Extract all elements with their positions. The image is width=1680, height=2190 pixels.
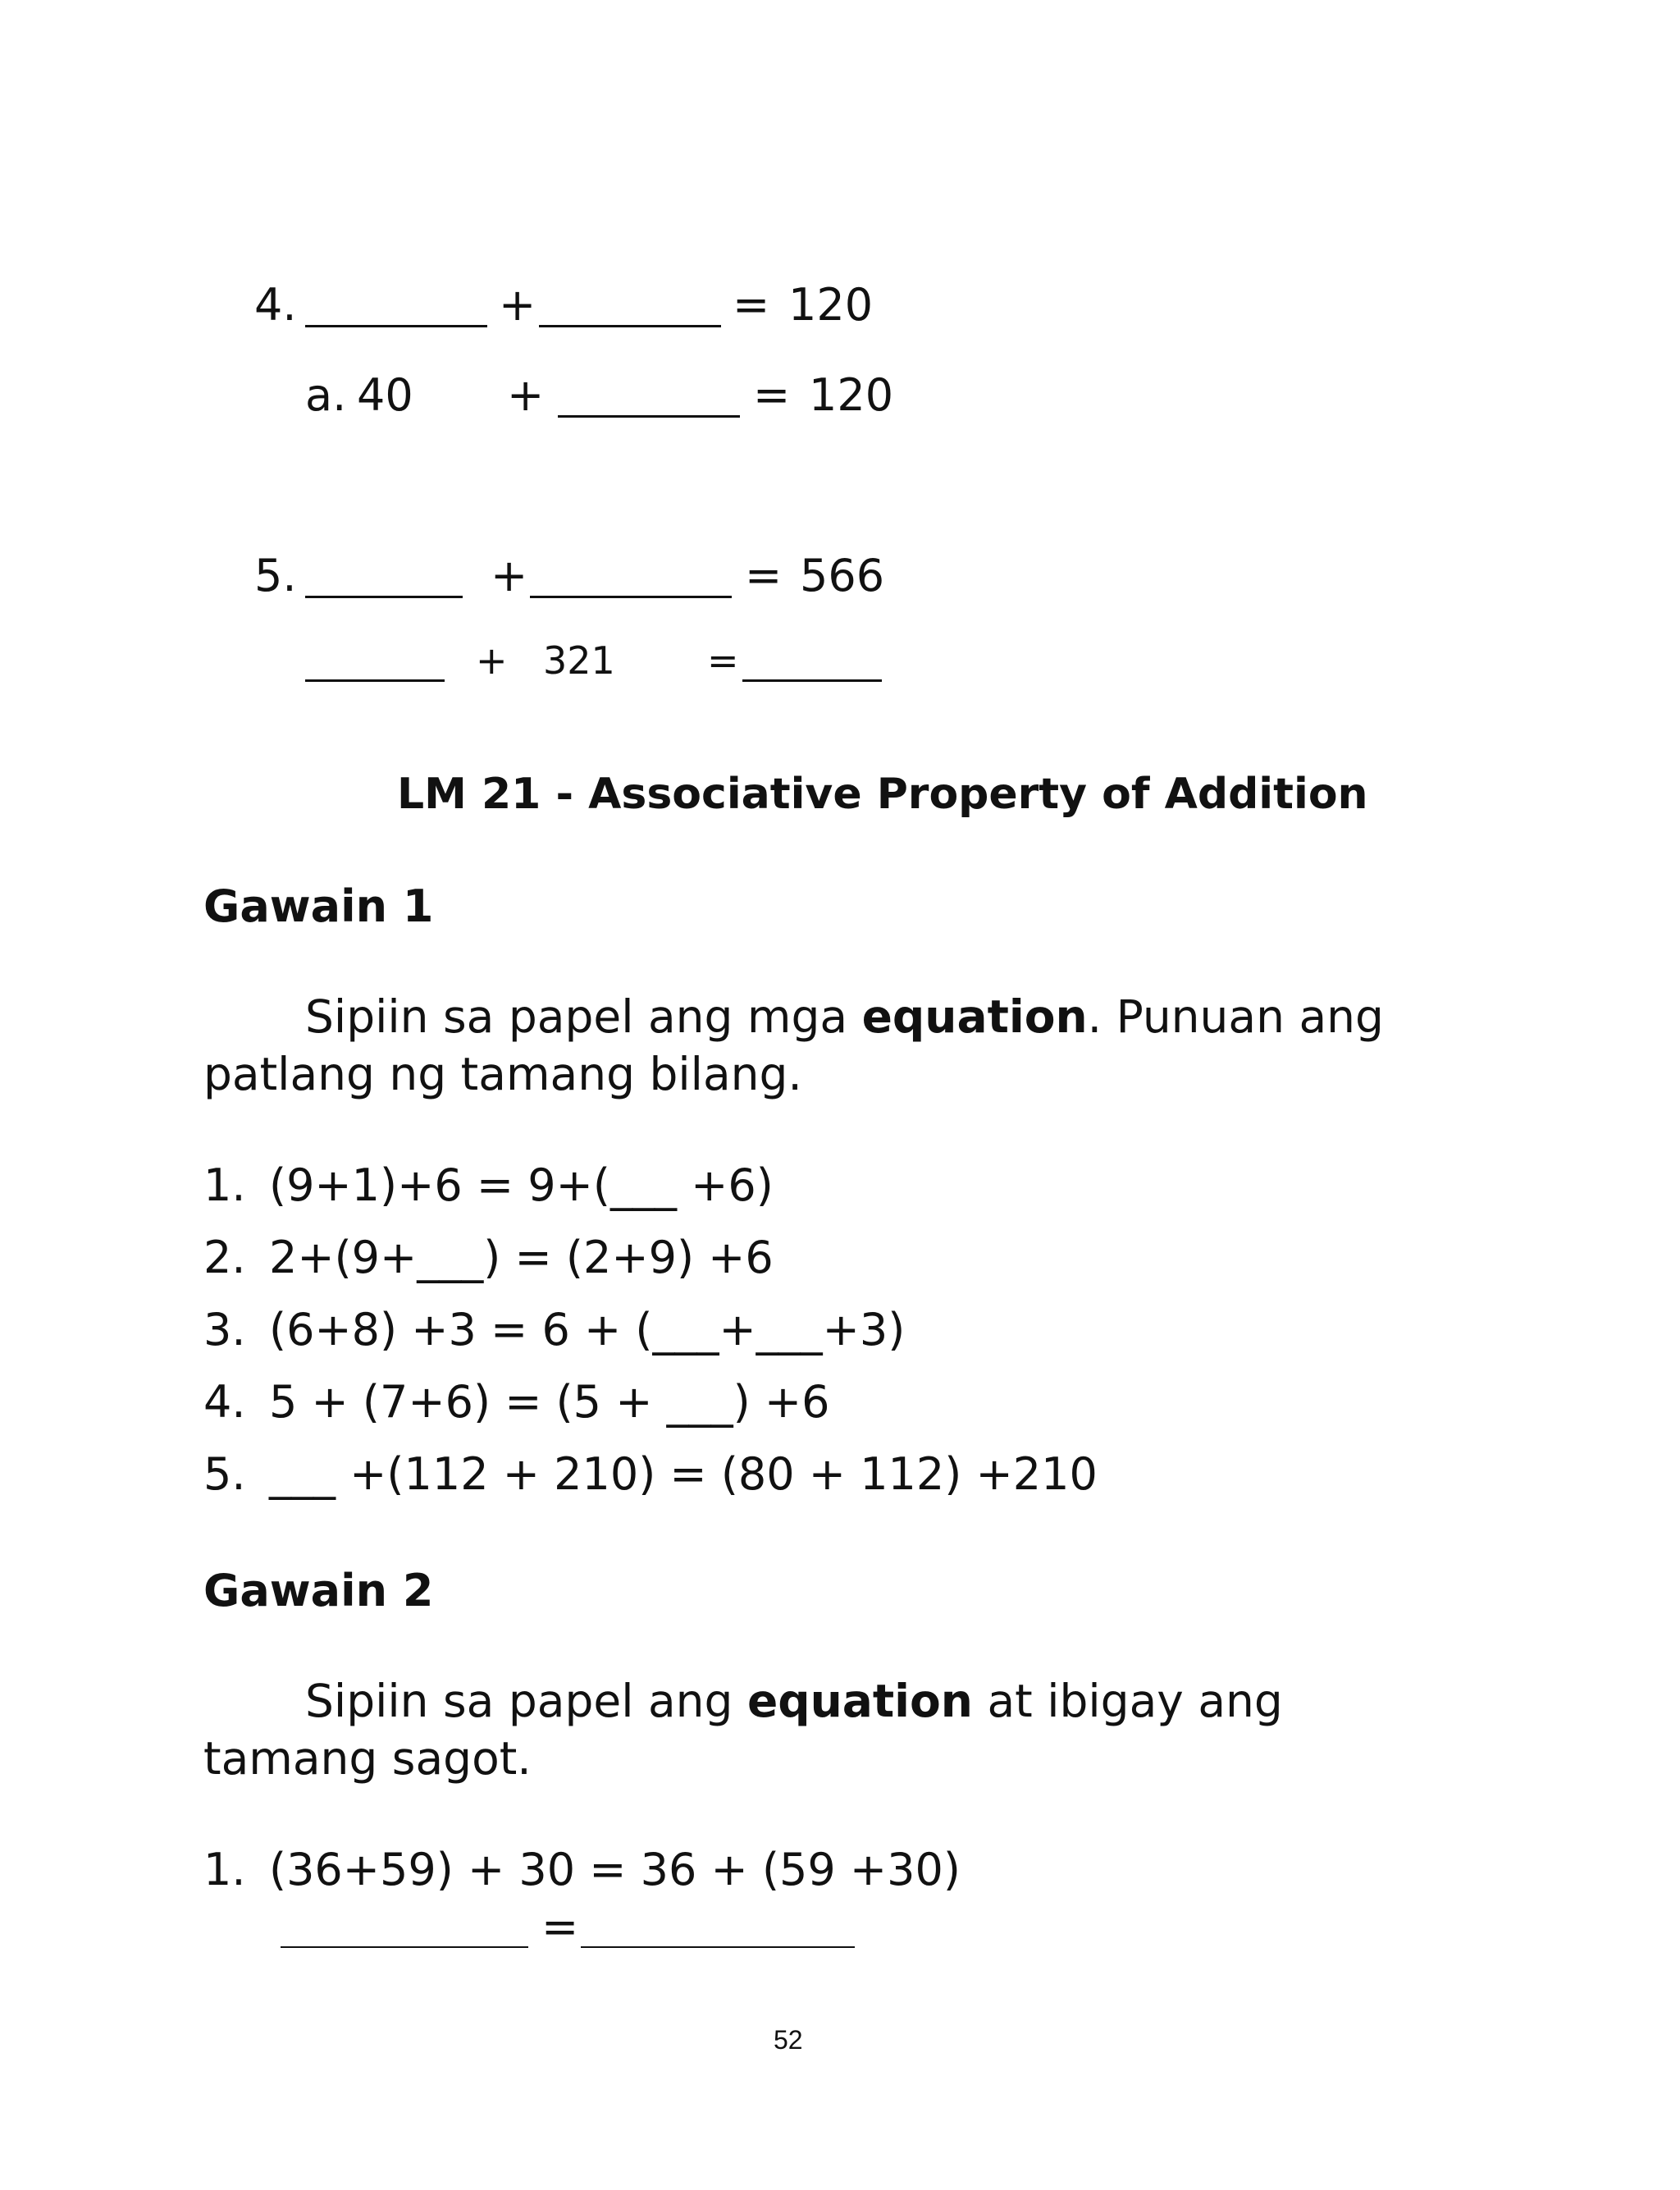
gawain-2-heading: Gawain 2 xyxy=(203,1565,434,1616)
gawain-2-instruction xyxy=(305,1675,1283,1727)
instruction-text: Sipiin sa papel ang mga xyxy=(305,990,862,1043)
problem-5-sub-blank-2 xyxy=(742,679,882,682)
list-item-number: 4. xyxy=(203,1376,246,1428)
list-item-equation: 5 + (7+6) = (5 + ___) +6 xyxy=(269,1376,830,1428)
list-item-number: 1. xyxy=(203,1844,246,1895)
problem-4-equals: = xyxy=(733,279,770,331)
page-number: 52 xyxy=(774,2025,803,2055)
gawain-2-instruction-line-2: tamang sagot. xyxy=(203,1732,532,1785)
problem-4-blank-2 xyxy=(539,325,721,327)
answer-blank-right xyxy=(581,1946,855,1948)
list-item-number: 5. xyxy=(203,1448,246,1500)
instruction-bold: equation xyxy=(746,1675,973,1727)
problem-5-number: 5. xyxy=(254,550,297,601)
problem-4-total: 120 xyxy=(788,279,874,331)
answer-equals: = xyxy=(541,1901,579,1953)
list-item-number: 3. xyxy=(203,1304,246,1356)
problem-5-equals: = xyxy=(745,550,783,601)
lesson-title: LM 21 - Associative Property of Addition xyxy=(397,770,1368,819)
problem-4a-letter: a. xyxy=(305,369,347,421)
problem-5-total: 566 xyxy=(800,550,885,601)
instruction-bold: equation xyxy=(861,990,1088,1043)
list-item-equation: (36+59) + 30 = 36 + (59 +30) xyxy=(269,1844,961,1895)
problem-4-blank-1 xyxy=(305,325,487,327)
gawain-1-instruction xyxy=(305,990,1384,1043)
problem-4a-value: 40 xyxy=(357,369,413,421)
list-item-equation: 2+(9+___) = (2+9) +6 xyxy=(269,1232,774,1283)
instruction-text: . Punuan ang xyxy=(1087,990,1384,1043)
list-item-number: 2. xyxy=(203,1232,246,1283)
problem-5-sub-blank-1 xyxy=(305,679,445,682)
problem-4a-blank xyxy=(558,415,740,418)
instruction-text: at ibigay ang xyxy=(972,1675,1283,1727)
problem-5-blank-1 xyxy=(305,596,463,598)
list-item-number: 1. xyxy=(203,1159,246,1211)
problem-4-plus: + xyxy=(499,279,536,331)
instruction-text: Sipiin sa papel ang xyxy=(305,1675,747,1727)
problem-4a-plus: + xyxy=(507,369,545,421)
gawain-1-heading: Gawain 1 xyxy=(203,880,434,932)
gawain-1-instruction-line-2: patlang ng tamang bilang. xyxy=(203,1048,802,1100)
problem-5-sub-equals: = xyxy=(707,638,739,683)
list-item-equation: (9+1)+6 = 9+(___ +6) xyxy=(269,1159,774,1211)
problem-5-blank-2 xyxy=(530,596,732,598)
problem-5-sub-plus: + xyxy=(476,638,508,683)
list-item-equation: (6+8) +3 = 6 + (___+___+3) xyxy=(269,1304,906,1356)
problem-5-plus: + xyxy=(491,550,528,601)
list-item-equation: ___ +(112 + 210) = (80 + 112) +210 xyxy=(269,1448,1098,1500)
answer-blank-left xyxy=(281,1946,528,1948)
problem-5-sub-value: 321 xyxy=(543,638,615,683)
problem-4a-total: 120 xyxy=(809,369,894,421)
problem-4-number: 4. xyxy=(254,279,297,331)
problem-4a-equals: = xyxy=(753,369,791,421)
